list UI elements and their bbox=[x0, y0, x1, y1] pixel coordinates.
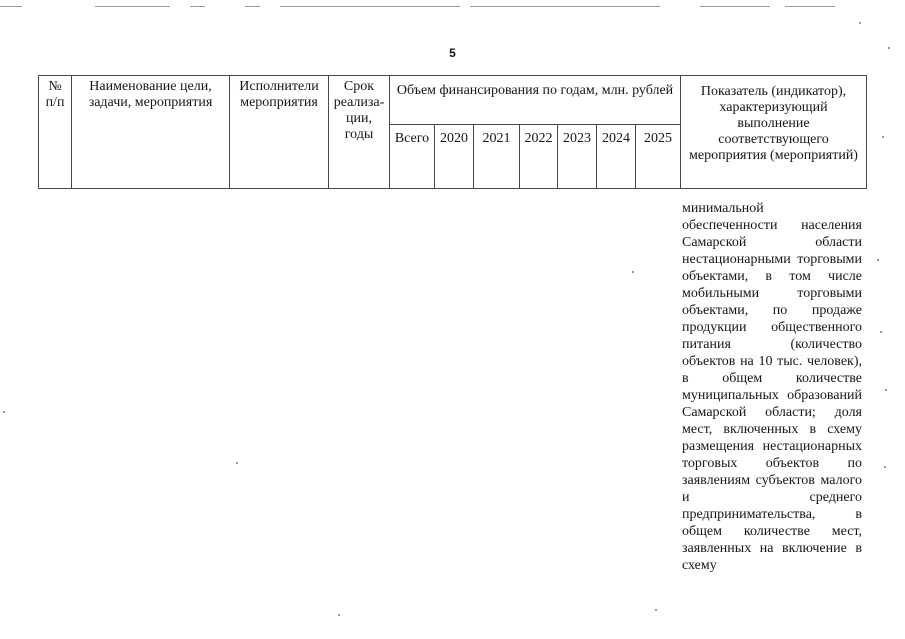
header-cell-term: Срок реализа-ции, годы bbox=[329, 76, 390, 189]
scan-speck bbox=[859, 22, 861, 24]
scan-line bbox=[95, 6, 170, 7]
scan-line bbox=[470, 6, 660, 7]
scan-speck bbox=[880, 331, 882, 333]
scan-line bbox=[245, 6, 260, 7]
scan-line bbox=[700, 6, 770, 7]
scan-speck bbox=[632, 271, 634, 273]
scan-speck bbox=[236, 462, 238, 464]
subheader-year: 2025 bbox=[636, 125, 681, 189]
subheader-total: Всего bbox=[390, 125, 435, 189]
header-cell-name: Наименование цели, задачи, мероприятия bbox=[72, 76, 230, 189]
scan-speck bbox=[877, 259, 879, 261]
scan-line bbox=[785, 6, 835, 7]
page-number: 5 bbox=[449, 46, 456, 60]
header-cell-financing: Объем финансирования по годам, млн. рублей bbox=[390, 76, 681, 125]
scan-speck bbox=[884, 466, 886, 468]
scan-line bbox=[280, 6, 460, 7]
program-table-header bbox=[38, 75, 867, 189]
scan-speck bbox=[888, 47, 890, 49]
scan-line bbox=[190, 6, 205, 7]
subheader-year: 2020 bbox=[435, 125, 474, 189]
subheader-year: 2023 bbox=[558, 125, 597, 189]
scan-speck bbox=[338, 614, 340, 616]
scan-speck bbox=[655, 609, 657, 611]
header-cell-number: № п/п bbox=[39, 76, 72, 189]
scan-line bbox=[0, 6, 22, 7]
subheader-year: 2022 bbox=[520, 125, 558, 189]
header-cell-executors: Исполнители мероприятия bbox=[230, 76, 329, 189]
scan-speck bbox=[885, 389, 887, 391]
subheader-year: 2024 bbox=[597, 125, 636, 189]
scan-speck bbox=[882, 136, 884, 138]
indicator-description: минимальной обеспеченности населения Самарской области нестационарными торговыми объектами, в том числе мобильными торговыми объектами, по продаже продукции общественного питания (количество объектов на 10 тыс. человек), в общем количестве муниципальных образований Самарской области; доля мест, включенных в схему размещения нестационарных торговых объектов по заявлениям субъектов малого и среднего предпринимательства, в общем количестве мест, заявленных на включение в схему bbox=[682, 201, 862, 573]
subheader-year: 2021 bbox=[474, 125, 520, 189]
scan-speck bbox=[3, 411, 5, 413]
header-cell-indicator: Показатель (индикатор), характеризующий выполнение соответствующего мероприятия (мероприятий) bbox=[681, 76, 867, 189]
